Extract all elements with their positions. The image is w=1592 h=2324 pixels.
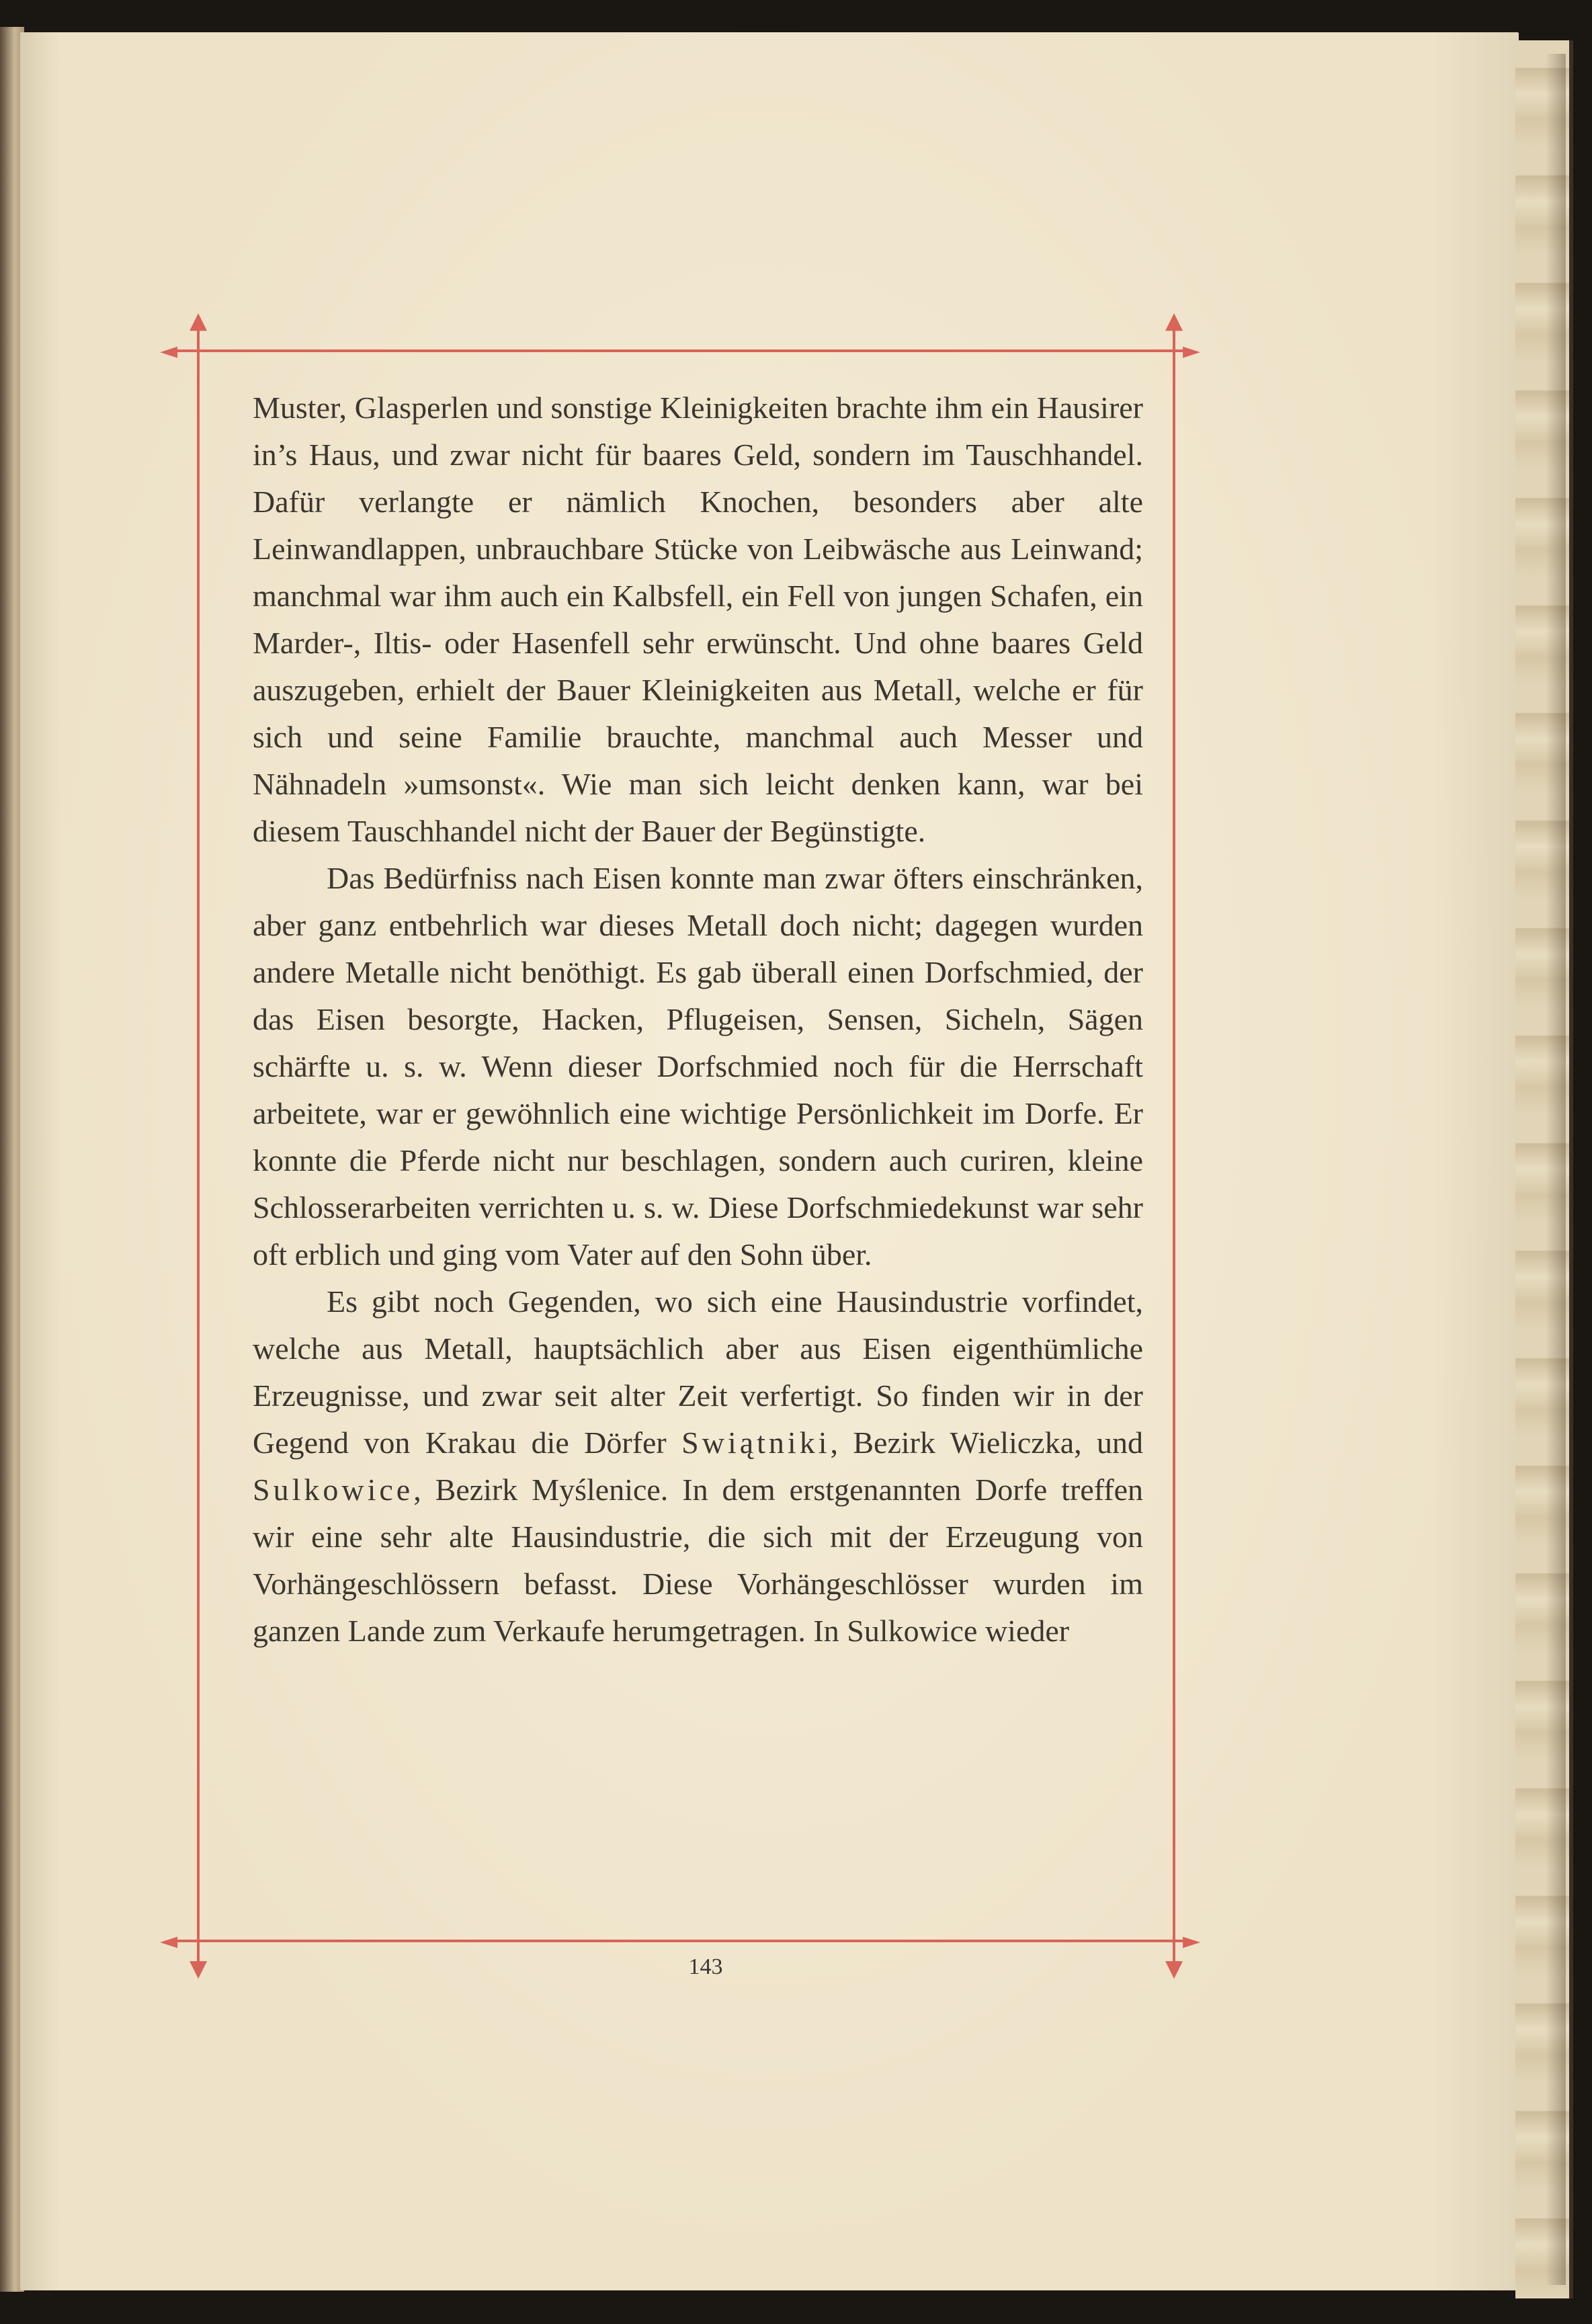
place-name-sulkowice: Sulkowice [253,1472,414,1507]
frame-corner-bottom-right-arrow: ▼ [1165,1955,1183,1982]
paragraph-3-part-c: , Bezirk Myślenice. In dem erstgenannten Dorfe treffen wir eine sehr alte Hausindustrie, die sich mit der Erzeugung von Vorhängeschlössern befasst. Diese Vorhängeschlösser wurden im ganzen Lande zum Verkaufe herumgetragen. In Sulkowice wieder [253,1472,1143,1648]
paragraph-2: Das Bedürfniss nach Eisen konnte man zwar öfters einschränken, aber ganz entbehrlich war dieses Metall doch nicht; dagegen wurden andere Metalle nicht benöthigt. Es gab überall einen Dorfschmied, der das Eisen besorgte, Hacken, Pflugeisen, Sensen, Sicheln, Sägen schärfte u. s. w. Wenn dieser Dorfschmied noch für die Herrschaft arbeitete, war er gewöhnlich eine wichtige Persönlichkeit im Dorfe. Er konnte die Pferde nicht nur beschlagen, sondern auch curiren, kleine Schlosserarbeiten verrichten u. s. w. Diese Dorfschmiedekunst war sehr oft erblich und ging vom Vater auf den Sohn über. [253,861,1143,1272]
paragraph-3-part-b: , Bezirk Wieliczka, und [830,1425,1143,1460]
paragraph-3-part-a: Es gibt noch Gegenden, wo sich eine Hausindustrie vorfindet, welche aus Metall, hauptsächlich aber aus Eisen eigenthümliche Erzeugnisse, und zwar seit alter Zeit verfertigt. So finden wir in der Gegend von Krakau die Dörfer [253,1284,1143,1460]
frame-rule-right [1173,323,1175,1969]
frame-rule-top [176,349,1184,352]
frame-rule-bottom [176,1940,1184,1942]
page-number: 143 [688,1954,723,1979]
frame-corner-bottom-left-side-arrow: ◄ [160,1927,178,1954]
frame-corner-top-left-arrow: ▲ [190,307,208,334]
place-name-swiatniki: Swiątniki [681,1425,831,1460]
frame-corner-top-right-arrow: ▲ [1165,307,1183,334]
body-text [253,384,1143,1655]
paragraph-1: Muster, Glasperlen und sonstige Kleinigkeiten brachte ihm ein Hausirer in’s Haus, und zwar nicht für baares Geld, sondern im Tauschhandel. Dafür verlangte er nämlich Knochen, besonders aber alte Leinwandlappen, unbrauchbare Stücke von Leibwäsche aus Leinwand; manchmal war ihm auch ein Kalbsfell, ein Fell von jungen Schafen, ein Marder-, Iltis- oder Hasenfell sehr erwünscht. Und ohne baares Geld auszugeben, erhielt der Bauer Kleinigkeiten aus Metall, welche er für sich und seine Familie brauchte, manchmal auch Messer und Nähnadeln »umsonst«. Wie man sich leicht denken kann, war bei diesem Tauschhandel nicht der Bauer der Begünstigte. [253,390,1143,848]
page-fore-edge-shadow [1546,54,1566,2285]
frame-rule-left [197,323,200,1969]
paragraph-3 [253,1278,1143,1655]
frame-corner-bottom-left-arrow: ▼ [190,1955,208,1982]
frame-corner-top-right-side-arrow: ► [1183,337,1201,364]
frame-corner-bottom-right-side-arrow: ► [1183,1927,1201,1954]
frame-corner-top-left-side-arrow: ◄ [160,337,178,364]
